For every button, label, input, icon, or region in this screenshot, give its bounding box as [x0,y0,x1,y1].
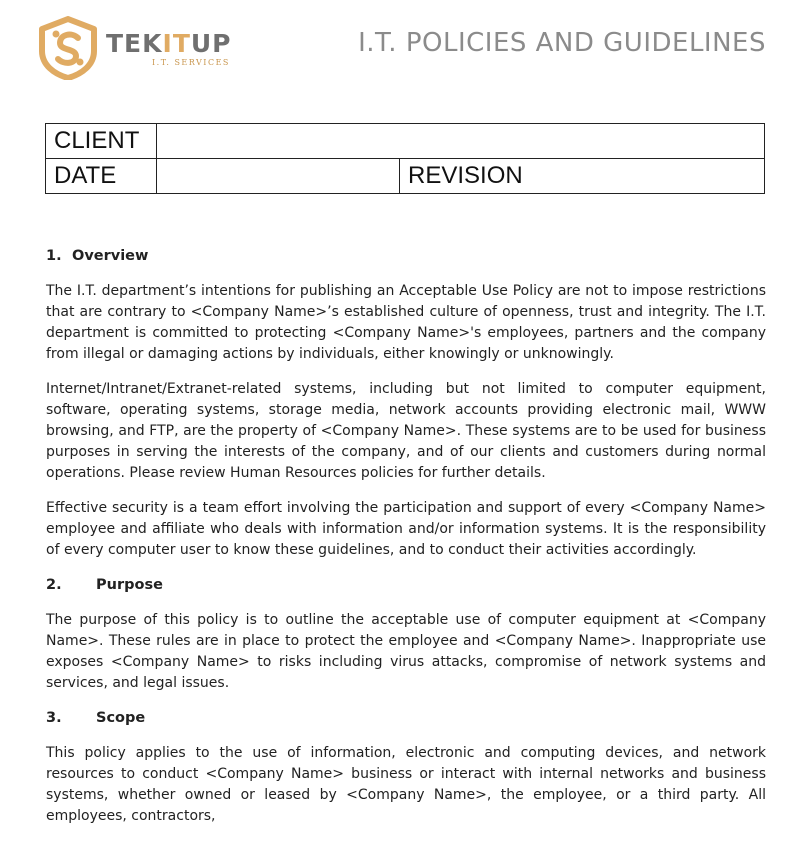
brand-name: TEKITUP [106,29,232,58]
revision-cell[interactable] [400,159,765,194]
client-info-table [45,123,765,194]
section-title: Purpose [96,577,163,593]
paragraph: The purpose of this policy is to outline the acceptable use of computer equipment at <Company Name>. These rules are in place to protect the employee and <Company Name>. Inappropriate use exposes <Company Name> to risks including virus attacks, compromise of network systems and services, and legal issues. [46,612,766,691]
date-value-field[interactable] [157,159,400,194]
section-number: 3. [46,710,62,726]
section-heading-overview [46,246,766,267]
section-heading-scope [46,708,766,729]
paragraph: Effective security is a team effort involving the participation and support of every <Company Name> employee and affiliate who deals with information and/or information systems. It is the responsibility of every computer user to know these guidelines, and to conduct their activities accordingly. [46,500,766,558]
date-label: DATE [46,159,157,194]
section-heading-purpose [46,575,766,596]
client-value-field[interactable] [157,124,765,159]
section-title: Scope [96,710,146,726]
section-number: 2. [46,577,62,593]
section-number: 1. [46,248,62,264]
client-label: CLIENT [46,124,157,159]
date-row [46,159,765,194]
paragraph: Internet/Intranet/Extranet-related systems, including but not limited to computer equipment, software, operating systems, storage media, network accounts providing electronic mail, WWW browsing, and FTP, are the property of <Company Name>. These systems are to be used for business purposes in serving the interests of the company, and of our clients and customers during normal operations. Please review Human Resources policies for further details. [46,381,766,481]
document-header [0,0,808,100]
client-row [46,124,765,159]
paragraph: The I.T. department’s intentions for publishing an Acceptable Use Policy are not to impose restrictions that are contrary to <Company Name>’s established culture of openness, trust and integrity. The I.T. department is committed to protecting <Company Name>'s employees, partners and the company from illegal or damaging actions by individuals, either knowingly or unknowingly. [46,283,766,362]
section-title: Overview [72,248,149,264]
revision-label: REVISION [408,162,523,189]
brand-subtitle: I.T. SERVICES [152,58,230,67]
document-title: I.T. POLICIES AND GUIDELINES [358,28,766,58]
paragraph: This policy applies to the use of information, electronic and computing devices, and network resources to conduct <Company Name> business or interact with internal networks and business systems, whether owned or leased by <Company Name>, the employee, or a third party. All employees, contractors, [46,745,766,824]
brand-wordmark [106,30,232,68]
tekitup-logo-icon [36,16,100,80]
document-body [46,246,766,841]
